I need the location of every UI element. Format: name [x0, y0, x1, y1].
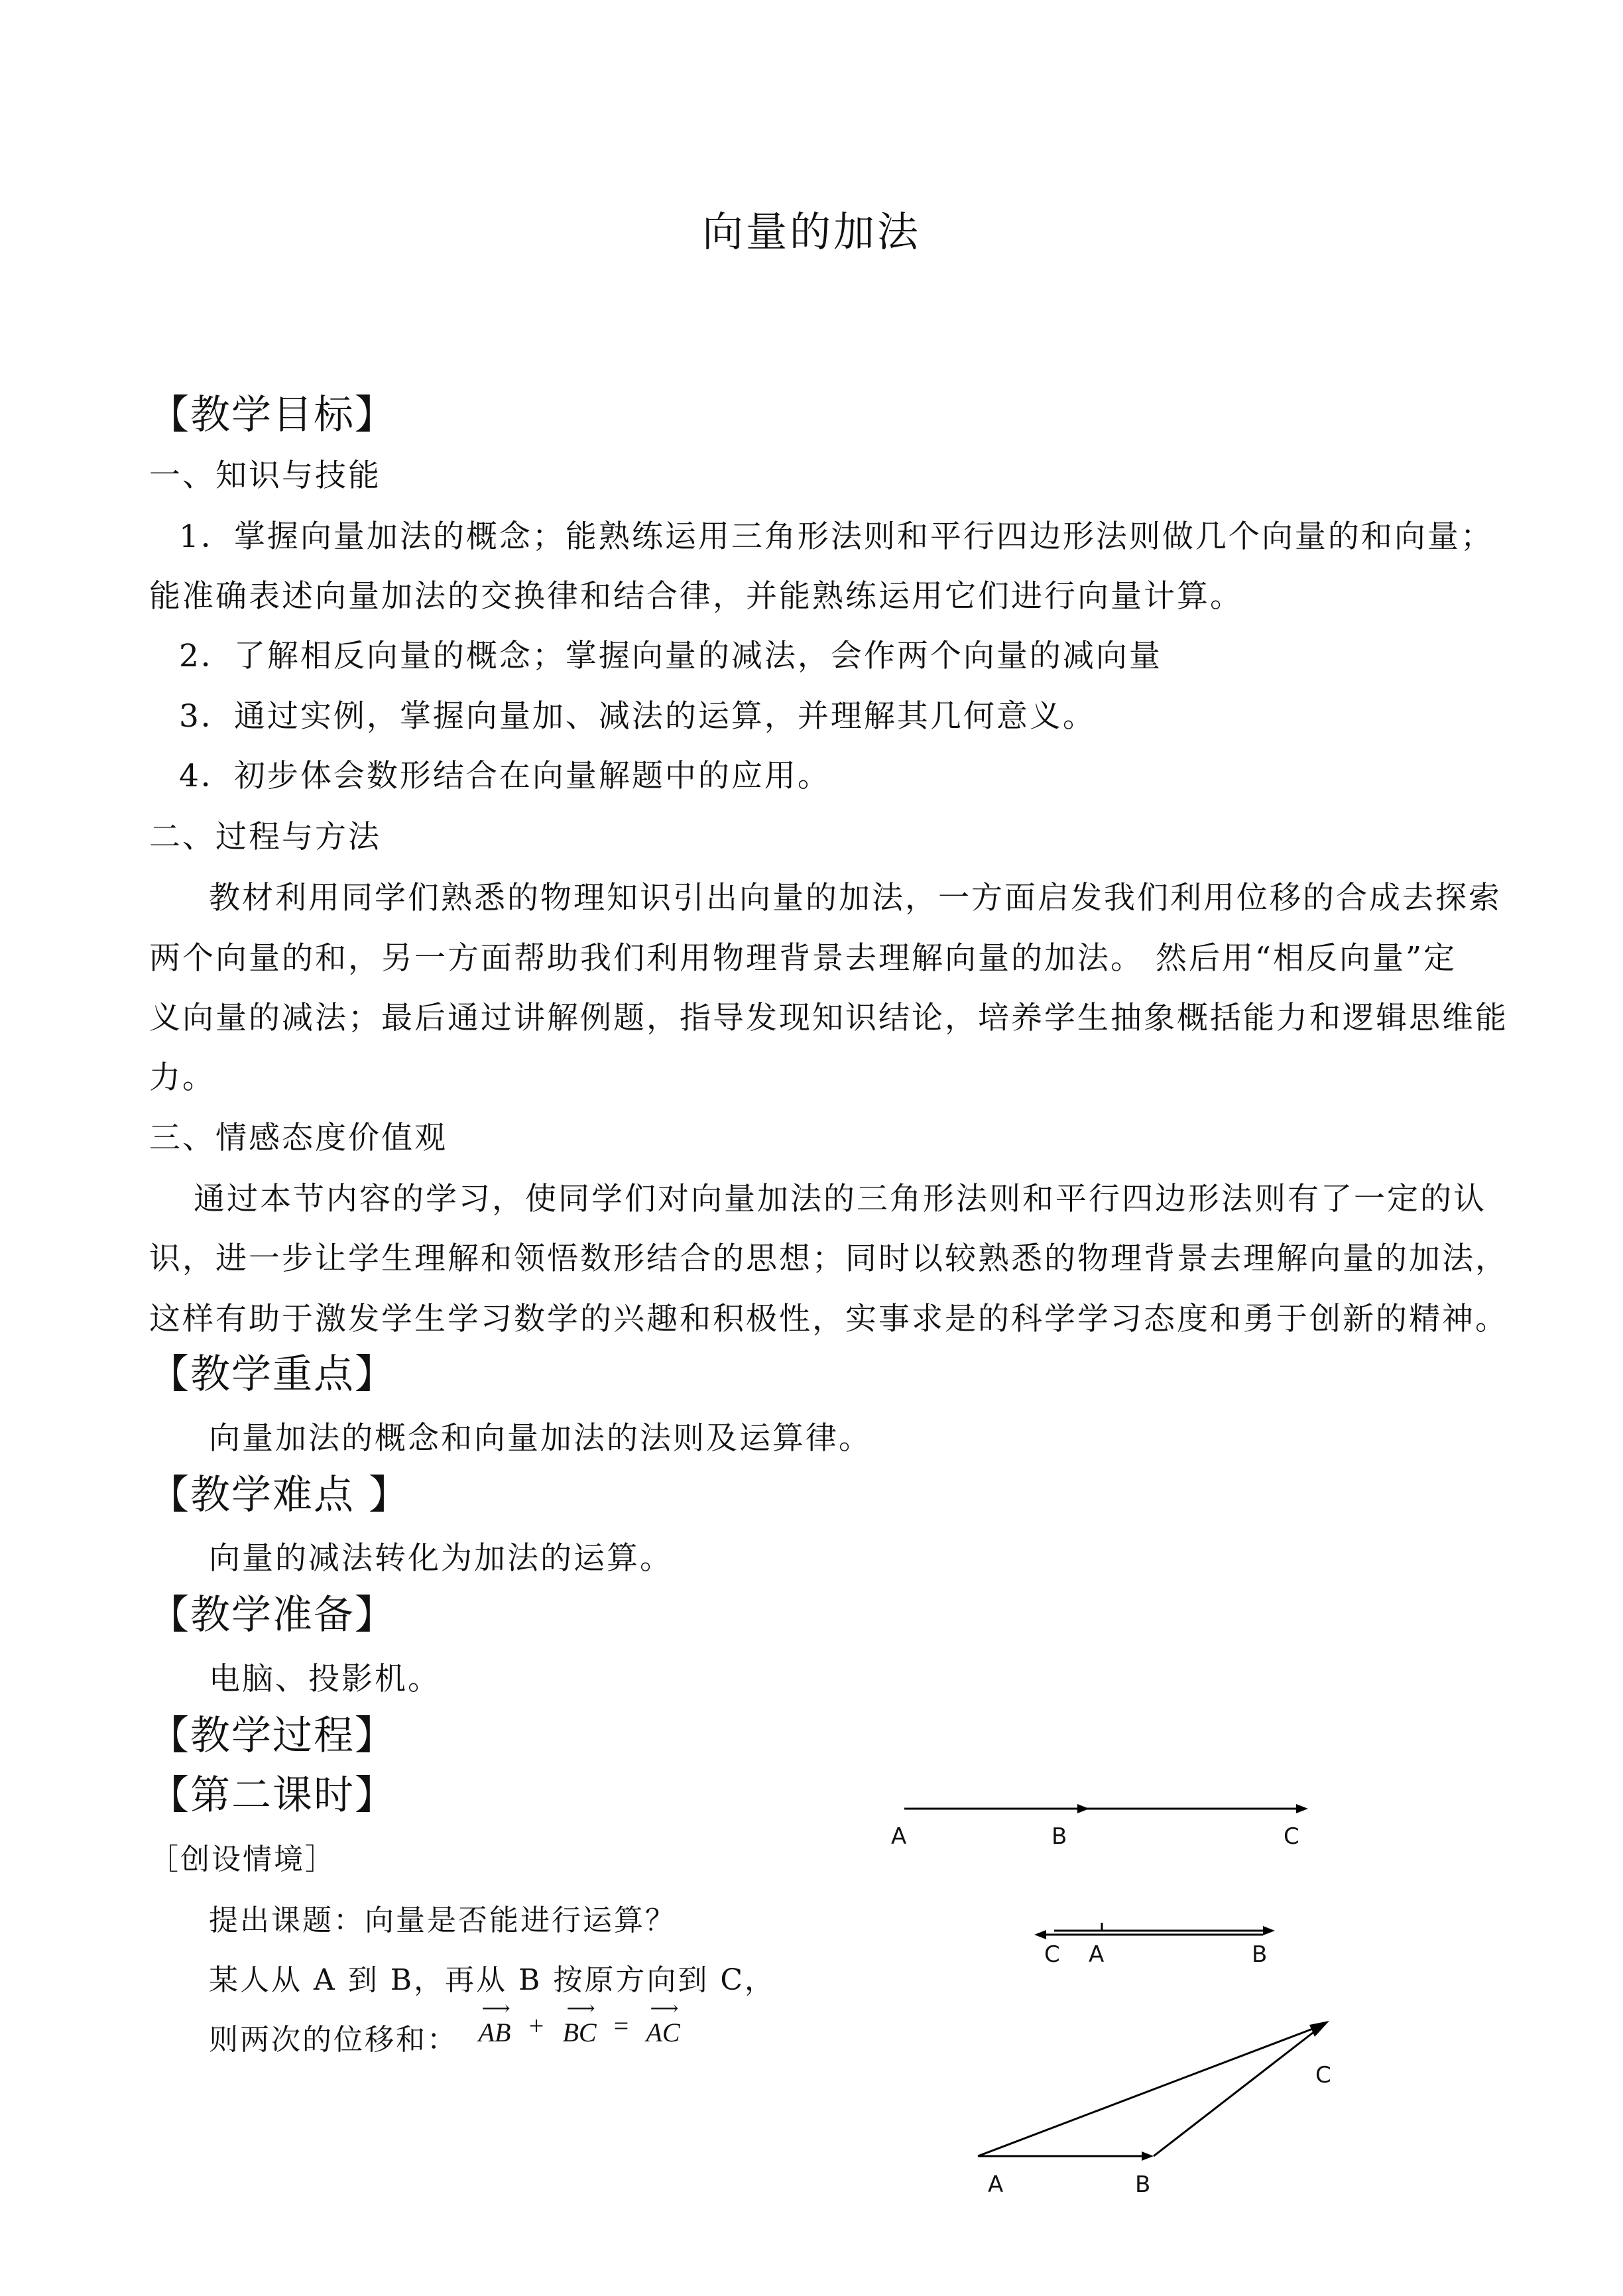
point-label-a: A — [891, 1823, 907, 1850]
arrowhead-icon — [1142, 2151, 1154, 2161]
figure-collinear-opposite-direction — [1028, 1909, 1359, 1963]
objectives-heading: 【教学目标】 — [149, 392, 396, 438]
paragraph-line: 识，进一步让学生理解和领悟数形结合的思想；同时以较熟悉的物理背景去理解向量的加法， — [149, 1240, 1508, 1277]
vector-arrow-icon: ⟶ — [650, 1998, 676, 2020]
vector-arrow-icon: ⟶ — [566, 1998, 593, 2020]
figure-triangle — [961, 2009, 1359, 2168]
preparation-heading: 【教学准备】 — [149, 1592, 396, 1638]
point-label-b: B — [1252, 1941, 1268, 1968]
vector-ac — [638, 1998, 688, 2048]
figure-collinear-same-direction — [875, 1790, 1339, 1870]
point-label-b: B — [1052, 1823, 1067, 1850]
arrowhead-icon — [1263, 1926, 1275, 1935]
paragraph-line: 力。 — [149, 1059, 215, 1096]
objective-item: 2．了解相反向量的概念；掌握向量的减法，会作两个向量的减向量 — [179, 638, 1162, 674]
situation-line: 某人从 A 到 B，再从 B 按原方向到 C， — [209, 1963, 776, 1997]
vector-bc-line — [1154, 2031, 1315, 2156]
point-label-a: A — [1089, 1941, 1105, 1968]
objective-item: 4．初步体会数形结合在向量解题中的应用。 — [179, 758, 831, 794]
situation-heading: ［创设情境］ — [149, 1843, 336, 1876]
vector-arrow-icon: ⟶ — [481, 1998, 508, 2020]
paragraph-line: 两个向量的和，另一方面帮助我们利用物理背景去理解向量的加法。 然后用“相反向量”定 — [149, 940, 1457, 977]
section-heading-values: 三、情感态度价值观 — [149, 1120, 448, 1156]
point-label-c: C — [1044, 1941, 1060, 1968]
objective-item: 1．掌握向量加法的概念；能熟练运用三角形法则和平行四边形法则做几个向量的和向量； — [179, 518, 1494, 555]
paragraph-line: 义向量的减法；最后通过讲解例题，指导发现知识结论，培养学生抽象概括能力和逻辑思维能 — [149, 1000, 1508, 1036]
section-heading-process-method: 二、过程与方法 — [149, 819, 381, 855]
lesson-heading: 【第二课时】 — [149, 1772, 396, 1819]
arrowhead-icon — [1034, 1930, 1046, 1939]
arrowhead-icon — [1296, 1804, 1308, 1813]
vector-ac-line — [978, 2029, 1313, 2156]
point-label-b: B — [1135, 2171, 1151, 2198]
situation-line: 则两次的位移和： — [209, 2023, 458, 2057]
preparation-text: 电脑、投影机。 — [209, 1661, 441, 1697]
point-label-c: C — [1284, 1823, 1299, 1850]
paragraph-line: 这样有助于激发学生学习数学的兴趣和积极性，实事求是的科学学习态度和勇于创新的精神。 — [149, 1301, 1508, 1337]
process-heading: 【教学过程】 — [149, 1713, 396, 1759]
objective-item: 能准确表述向量加法的交换律和结合律，并能熟练运用它们进行向量计算。 — [149, 578, 1243, 615]
paragraph-line: 教材利用同学们熟悉的物理知识引出向量的加法，一方面启发我们利用位移的合成去探索 — [209, 880, 1502, 916]
point-label-c: C — [1315, 2062, 1331, 2088]
situation-line: 提出课题：向量是否能进行运算？ — [209, 1903, 676, 1937]
vector-bc — [553, 1998, 606, 2048]
arrowhead-icon — [1309, 2021, 1329, 2037]
page-title: 向量的加法 — [701, 208, 921, 256]
vector-ac-label: AC — [646, 2018, 680, 2047]
vector-bc-label: BC — [562, 2018, 597, 2047]
key-points-text: 向量加法的概念和向量加法的法则及运算律。 — [209, 1420, 872, 1457]
section-heading-knowledge: 一、知识与技能 — [149, 457, 381, 494]
vector-sum-formula — [471, 1998, 762, 2061]
vector-ab-label: AB — [478, 2018, 511, 2047]
paragraph-line: 通过本节内容的学习，使同学们对向量加法的三角形法则和平行四边形法则有了一定的认 — [194, 1181, 1486, 1217]
difficulties-heading: 【教学难点 】 — [149, 1472, 410, 1518]
key-points-heading: 【教学重点】 — [149, 1351, 396, 1398]
difficulties-text: 向量的减法转化为加法的运算。 — [209, 1540, 673, 1577]
equals-sign: = — [613, 2011, 629, 2041]
point-label-a: A — [988, 2171, 1004, 2198]
vector-ab — [471, 1998, 518, 2048]
objective-item: 3．通过实例，掌握向量加、减法的运算，并理解其几何意义。 — [179, 698, 1096, 735]
plus-sign: + — [528, 2011, 544, 2041]
